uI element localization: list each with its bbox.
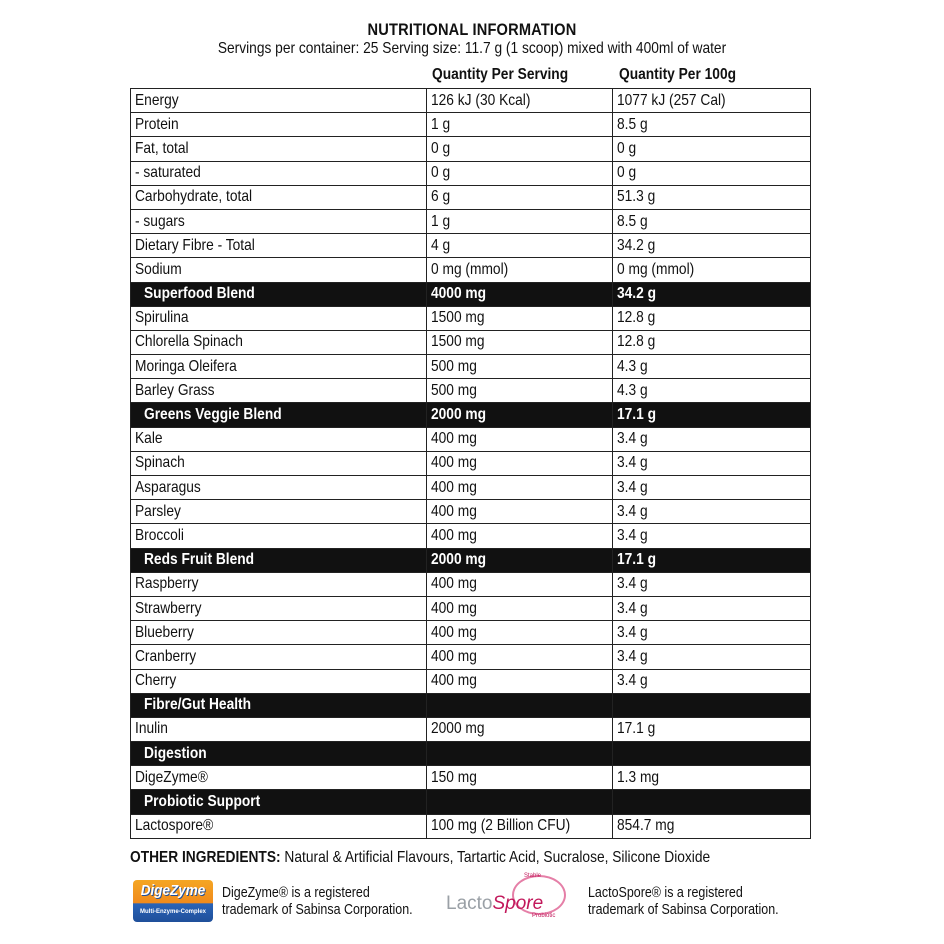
per-100g-text: 4.3 g xyxy=(617,357,648,375)
per-100g-text: 3.4 g xyxy=(617,478,648,496)
per-100g-cell xyxy=(613,403,811,427)
per-100g-text: 854.7 mg xyxy=(617,817,675,835)
per-100g-cell xyxy=(613,427,811,451)
table-row xyxy=(131,89,811,113)
nutrient-name-text: Carbohydrate, total xyxy=(135,188,253,206)
nutrient-name-cell xyxy=(131,282,427,306)
nutrient-name-cell xyxy=(131,476,427,500)
table-row xyxy=(131,185,811,209)
per-serving-text: 150 mg xyxy=(431,768,477,786)
nutrient-name-text: Raspberry xyxy=(135,575,199,593)
nutrient-name-text: Superfood Blend xyxy=(144,285,255,303)
per-100g-cell xyxy=(613,379,811,403)
table-row xyxy=(131,113,811,137)
per-100g-cell xyxy=(613,258,811,282)
per-serving-cell xyxy=(427,500,613,524)
per-100g-text: 0 mg (mmol) xyxy=(617,260,695,278)
nutrient-name-text: Sodium xyxy=(135,260,182,278)
digezyme-trademark-line2: trademark of Sabinsa Corporation. xyxy=(222,902,413,918)
table-row xyxy=(131,161,811,185)
page-title: NUTRITIONAL INFORMATION xyxy=(367,20,577,39)
per-serving-text: 500 mg xyxy=(431,381,477,399)
other-ingredients-label: OTHER INGREDIENTS: xyxy=(130,849,281,866)
table-row xyxy=(131,645,811,669)
nutrient-name-cell xyxy=(131,790,427,814)
per-100g-cell xyxy=(613,572,811,596)
lactospore-logo-top: Stable xyxy=(524,873,542,879)
table-row xyxy=(131,476,811,500)
serving-info: Servings per container: 25 Serving size: 11.7 g (1 scoop) mixed with 400ml of water xyxy=(217,40,727,57)
nutrient-name-cell xyxy=(131,766,427,790)
per-serving-text: 400 mg xyxy=(431,526,477,544)
per-serving-text: 2000 mg xyxy=(431,551,487,569)
per-serving-cell xyxy=(427,330,613,354)
per-100g-cell xyxy=(613,306,811,330)
per-serving-cell xyxy=(427,161,613,185)
header-per-serving: Quantity Per Serving xyxy=(432,66,569,83)
per-serving-cell xyxy=(427,427,613,451)
per-100g-text: 1.3 mg xyxy=(617,768,660,786)
table-row xyxy=(131,379,811,403)
nutrient-name-text: DigeZyme® xyxy=(135,768,208,786)
nutrient-name-cell xyxy=(131,185,427,209)
digezyme-trademark-line1: DigeZyme® is a registered xyxy=(222,885,370,901)
nutrient-name-text: Broccoli xyxy=(135,526,184,544)
per-100g-cell xyxy=(613,282,811,306)
per-serving-cell xyxy=(427,742,613,766)
digezyme-logo-subtext: Multi-Enzyme-Complex xyxy=(139,909,206,915)
per-serving-text: 400 mg xyxy=(431,454,477,472)
per-100g-text: 8.5 g xyxy=(617,115,648,133)
per-100g-text: 17.1 g xyxy=(617,720,656,738)
per-serving-text: 1500 mg xyxy=(431,309,485,327)
table-row xyxy=(131,596,811,620)
table-row xyxy=(131,258,811,282)
per-100g-text: 12.8 g xyxy=(617,333,656,351)
per-100g-text: 3.4 g xyxy=(617,647,648,665)
per-serving-text: 4000 mg xyxy=(431,285,487,303)
per-serving-cell xyxy=(427,451,613,475)
per-100g-text: 12.8 g xyxy=(617,309,656,327)
per-serving-text: 0 g xyxy=(431,139,451,157)
digezyme-trademark-note xyxy=(222,885,413,919)
per-100g-text: 4.3 g xyxy=(617,381,648,399)
per-100g-text: 0 g xyxy=(617,139,637,157)
per-100g-cell xyxy=(613,185,811,209)
per-100g-cell xyxy=(613,500,811,524)
per-100g-cell xyxy=(613,89,811,113)
per-serving-cell xyxy=(427,403,613,427)
table-row xyxy=(131,427,811,451)
per-serving-cell xyxy=(427,548,613,572)
nutrient-name-cell xyxy=(131,596,427,620)
per-100g-text: 51.3 g xyxy=(617,188,656,206)
per-serving-text: 2000 mg xyxy=(431,406,487,424)
nutrient-name-cell xyxy=(131,693,427,717)
per-100g-cell xyxy=(613,742,811,766)
nutrient-name-text: Inulin xyxy=(135,720,168,738)
nutrient-name-cell xyxy=(131,258,427,282)
lactospore-logo-text xyxy=(446,893,543,915)
nutrient-name-text: Spirulina xyxy=(135,309,189,327)
nutrient-name-text: Barley Grass xyxy=(135,381,215,399)
per-100g-text: 3.4 g xyxy=(617,599,648,617)
digezyme-logo-text: DigeZyme xyxy=(140,882,206,899)
per-100g-text: 1077 kJ (257 Cal) xyxy=(617,91,726,109)
nutrient-name-text: Reds Fruit Blend xyxy=(144,551,255,569)
per-serving-text: 4 g xyxy=(431,236,451,254)
per-100g-cell xyxy=(613,645,811,669)
per-serving-cell xyxy=(427,258,613,282)
nutrient-name-text: Dietary Fibre - Total xyxy=(135,236,255,254)
nutrient-name-cell xyxy=(131,742,427,766)
per-serving-cell xyxy=(427,669,613,693)
per-100g-text: 34.2 g xyxy=(617,236,656,254)
per-100g-cell xyxy=(613,161,811,185)
nutrient-name-cell xyxy=(131,500,427,524)
lactospore-trademark-line1: LactoSpore® is a registered xyxy=(588,885,743,901)
per-100g-cell xyxy=(613,234,811,258)
lactospore-trademark-line2: trademark of Sabinsa Corporation. xyxy=(588,902,779,918)
nutrient-name-text: - sugars xyxy=(135,212,185,230)
lactospore-logo xyxy=(440,873,576,925)
nutrient-name-cell xyxy=(131,161,427,185)
per-100g-text: 8.5 g xyxy=(617,212,648,230)
per-serving-cell xyxy=(427,379,613,403)
per-serving-text: 400 mg xyxy=(431,478,477,496)
per-100g-text: 17.1 g xyxy=(617,551,657,569)
per-serving-cell xyxy=(427,209,613,233)
per-serving-cell xyxy=(427,572,613,596)
per-serving-cell xyxy=(427,476,613,500)
nutrient-name-text: Fibre/Gut Health xyxy=(144,696,252,714)
per-serving-cell xyxy=(427,185,613,209)
per-100g-cell xyxy=(613,524,811,548)
other-ingredients-text: Natural & Artificial Flavours, Tartartic Acid, Sucralose, Silicone Dioxide xyxy=(280,849,711,866)
nutrient-name-text: Asparagus xyxy=(135,478,201,496)
table-row xyxy=(131,209,811,233)
per-100g-text: 17.1 g xyxy=(617,406,657,424)
per-100g-cell xyxy=(613,355,811,379)
per-serving-cell xyxy=(427,89,613,113)
per-serving-text: 400 mg xyxy=(431,430,477,448)
per-serving-text: 100 mg (2 Billion CFU) xyxy=(431,817,571,835)
per-serving-text: 1 g xyxy=(431,212,451,230)
per-100g-cell xyxy=(613,548,811,572)
nutrient-name-cell xyxy=(131,717,427,741)
per-serving-text: 126 kJ (30 Kcal) xyxy=(431,91,531,109)
table-row xyxy=(131,572,811,596)
per-serving-text: 2000 mg xyxy=(431,720,485,738)
table-row xyxy=(131,524,811,548)
nutrient-name-text: Strawberry xyxy=(135,599,202,617)
nutrient-name-cell xyxy=(131,427,427,451)
nutrient-name-cell xyxy=(131,209,427,233)
nutrient-name-cell xyxy=(131,572,427,596)
nutrient-name-text: Moringa Oleifera xyxy=(135,357,237,375)
per-100g-cell xyxy=(613,717,811,741)
per-serving-cell xyxy=(427,113,613,137)
header-per-100g: Quantity Per 100g xyxy=(619,66,737,83)
per-serving-cell xyxy=(427,282,613,306)
table-row xyxy=(131,137,811,161)
blend-header-row xyxy=(131,548,811,572)
per-serving-cell xyxy=(427,790,613,814)
per-serving-text: 400 mg xyxy=(431,575,477,593)
section-header-row xyxy=(131,742,811,766)
per-100g-cell xyxy=(613,790,811,814)
nutrient-name-text: Blueberry xyxy=(135,623,194,641)
per-100g-cell xyxy=(613,669,811,693)
per-100g-text: 34.2 g xyxy=(617,285,657,303)
nutrient-name-text: Chlorella Spinach xyxy=(135,333,243,351)
table-row xyxy=(131,717,811,741)
nutrient-name-text: Digestion xyxy=(144,744,207,762)
table-row xyxy=(131,621,811,645)
other-ingredients xyxy=(130,849,710,867)
nutrient-name-cell xyxy=(131,524,427,548)
per-serving-cell xyxy=(427,524,613,548)
nutrient-name-text: Probiotic Support xyxy=(144,793,261,811)
blend-header-row xyxy=(131,282,811,306)
nutrient-name-cell xyxy=(131,548,427,572)
nutrient-name-cell xyxy=(131,137,427,161)
per-serving-text: 400 mg xyxy=(431,502,477,520)
per-serving-text: 400 mg xyxy=(431,647,477,665)
per-serving-cell xyxy=(427,355,613,379)
nutrient-name-cell xyxy=(131,669,427,693)
nutrient-name-cell xyxy=(131,451,427,475)
per-100g-cell xyxy=(613,766,811,790)
per-100g-text: 3.4 g xyxy=(617,623,648,641)
nutrient-name-cell xyxy=(131,113,427,137)
nutrient-name-cell xyxy=(131,814,427,838)
per-serving-cell xyxy=(427,596,613,620)
section-header-row xyxy=(131,790,811,814)
nutrient-name-cell xyxy=(131,621,427,645)
nutrient-name-text: Cherry xyxy=(135,672,177,690)
per-100g-text: 3.4 g xyxy=(617,672,648,690)
per-100g-cell xyxy=(613,476,811,500)
nutrient-name-cell xyxy=(131,379,427,403)
per-serving-cell xyxy=(427,306,613,330)
per-100g-text: 0 g xyxy=(617,164,637,182)
per-100g-cell xyxy=(613,113,811,137)
per-100g-text: 3.4 g xyxy=(617,502,648,520)
lactospore-trademark-note xyxy=(588,885,779,919)
per-serving-cell xyxy=(427,717,613,741)
nutrient-name-cell xyxy=(131,355,427,379)
nutrient-name-text: Parsley xyxy=(135,502,181,520)
nutrient-name-text: - saturated xyxy=(135,164,201,182)
digezyme-logo xyxy=(133,880,213,922)
per-100g-text: 3.4 g xyxy=(617,454,648,472)
per-100g-cell xyxy=(613,814,811,838)
table-row xyxy=(131,766,811,790)
per-100g-cell xyxy=(613,137,811,161)
per-serving-text: 400 mg xyxy=(431,672,477,690)
lactospore-logo-a: Lacto xyxy=(446,893,493,914)
nutrient-name-text: Kale xyxy=(135,430,163,448)
lactospore-logo-bottom: Probiotic xyxy=(532,913,556,919)
nutrient-name-text: Lactospore® xyxy=(135,817,214,835)
per-100g-text: 3.4 g xyxy=(617,430,648,448)
per-serving-cell xyxy=(427,814,613,838)
nutrition-table xyxy=(130,88,811,839)
per-serving-text: 1 g xyxy=(431,115,451,133)
nutrient-name-cell xyxy=(131,645,427,669)
table-row xyxy=(131,330,811,354)
per-serving-cell xyxy=(427,234,613,258)
per-serving-cell xyxy=(427,766,613,790)
table-row xyxy=(131,234,811,258)
nutrient-name-text: Fat, total xyxy=(135,139,189,157)
nutrient-name-cell xyxy=(131,234,427,258)
per-serving-text: 500 mg xyxy=(431,357,477,375)
per-serving-cell xyxy=(427,621,613,645)
per-serving-cell xyxy=(427,645,613,669)
per-100g-cell xyxy=(613,596,811,620)
per-serving-text: 1500 mg xyxy=(431,333,485,351)
section-header-row xyxy=(131,693,811,717)
per-100g-text: 3.4 g xyxy=(617,575,648,593)
blend-header-row xyxy=(131,403,811,427)
nutrient-name-text: Cranberry xyxy=(135,647,197,665)
per-100g-cell xyxy=(613,693,811,717)
table-row xyxy=(131,500,811,524)
per-serving-cell xyxy=(427,137,613,161)
per-100g-text: 3.4 g xyxy=(617,526,648,544)
per-serving-text: 400 mg xyxy=(431,623,477,641)
nutrient-name-text: Greens Veggie Blend xyxy=(144,406,282,424)
table-row xyxy=(131,306,811,330)
nutrient-name-text: Spinach xyxy=(135,454,185,472)
nutrient-name-text: Protein xyxy=(135,115,179,133)
per-serving-cell xyxy=(427,693,613,717)
table-row xyxy=(131,355,811,379)
per-100g-cell xyxy=(613,621,811,645)
table-row xyxy=(131,814,811,838)
lactospore-logo-b: Spore xyxy=(492,893,544,914)
nutrient-name-text: Energy xyxy=(135,91,179,109)
nutrient-name-cell xyxy=(131,306,427,330)
table-row xyxy=(131,451,811,475)
per-100g-cell xyxy=(613,330,811,354)
table-row xyxy=(131,669,811,693)
per-serving-text: 0 mg (mmol) xyxy=(431,260,509,278)
nutrient-name-cell xyxy=(131,89,427,113)
per-serving-text: 400 mg xyxy=(431,599,477,617)
per-100g-cell xyxy=(613,451,811,475)
per-serving-text: 6 g xyxy=(431,188,451,206)
nutrient-name-cell xyxy=(131,330,427,354)
per-100g-cell xyxy=(613,209,811,233)
per-serving-text: 0 g xyxy=(431,164,451,182)
nutrient-name-cell xyxy=(131,403,427,427)
